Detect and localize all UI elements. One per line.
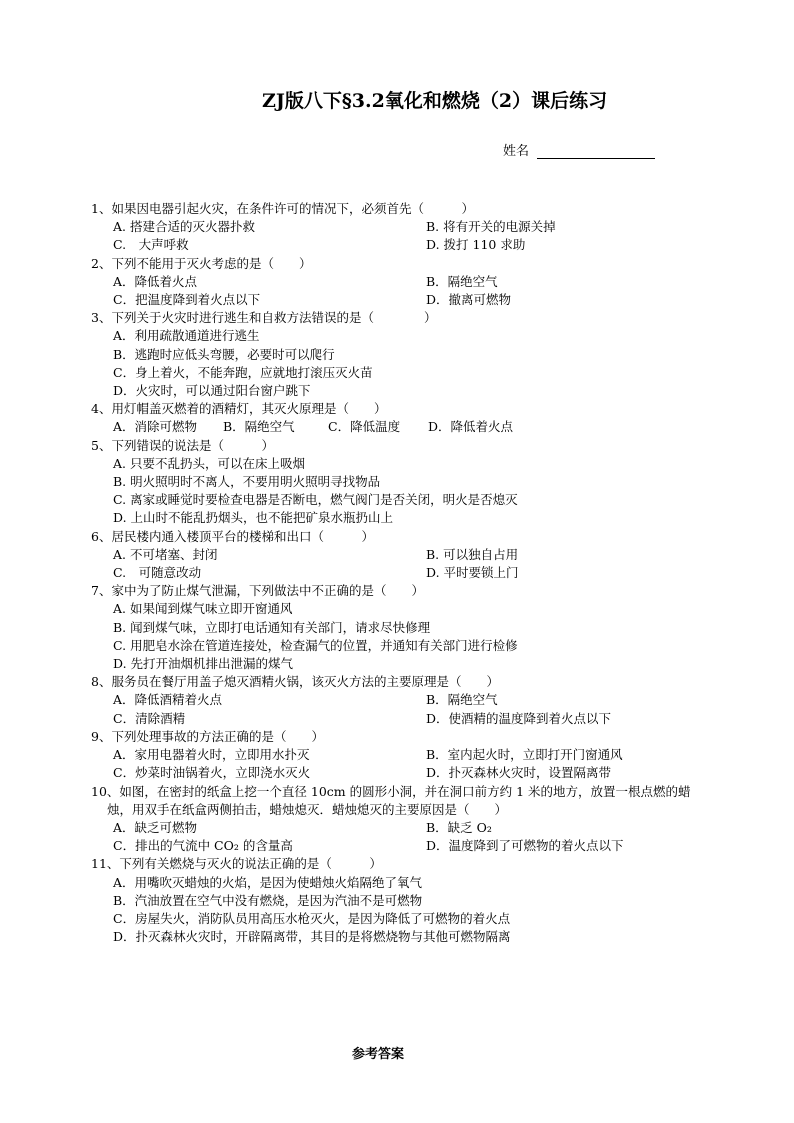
option-b: B．隔绝空气 <box>426 273 498 289</box>
option-c: C. 用肥皂水涂在管道连接处，检查漏气的位置，并通知有关部门进行检修 <box>113 637 518 653</box>
option-a: A. 不可堵塞、封闭 <box>113 546 218 562</box>
option-d: D．扑灭森林火灾时，设置隔离带 <box>426 765 612 781</box>
option-c: C．降低温度 <box>328 419 401 435</box>
option-d: D．使酒精的温度降到着火点以下 <box>426 710 612 726</box>
name-blank-line[interactable] <box>537 145 655 159</box>
option-b: B．隔绝空气 <box>223 419 295 435</box>
question-stem: 6、居民楼内通入楼顶平台的楼梯和出口（ ） <box>91 528 374 544</box>
page-title: ZJ版八下§3.2氧化和燃烧（2）课后练习 <box>262 90 608 112</box>
option-b: B．缺乏 O₂ <box>426 819 492 835</box>
option-c: C．排出的气流中 CO₂ 的含量高 <box>113 838 293 854</box>
name-field-row <box>503 140 655 159</box>
question-11 <box>91 855 711 946</box>
name-label: 姓名 <box>503 144 530 159</box>
option-a: A．缺乏可燃物 <box>113 819 198 835</box>
question-stem: 10、如图，在密封的纸盒上挖一个直径 10cm 的圆形小洞，并在洞口前方约 1 米的地方，放置一根点燃的蜡烛，用双手在纸盒两侧拍击，蜡烛熄灭．蜡烛熄灭的主要原因是（ ） <box>91 783 691 817</box>
question-8 <box>91 673 711 728</box>
option-d: D. 上山时不能乱扔烟头，也不能把矿泉水瓶扔山上 <box>113 510 394 526</box>
option-b: B. 将有开关的电源关掉 <box>426 219 556 235</box>
question-6 <box>91 528 711 583</box>
option-a: A．用嘴吹灭蜡烛的火焰，是因为使蜡烛火焰隔绝了氧气 <box>113 874 423 890</box>
option-d: D．温度降到了可燃物的着火点以下 <box>426 838 624 854</box>
option-c: C．把温度降到着火点以下 <box>113 292 261 308</box>
option-b: B．逃跑时应低头弯腰，必要时可以爬行 <box>113 346 335 362</box>
question-stem: 11、下列有关燃烧与灭火的说法正确的是（ ） <box>91 856 382 872</box>
question-stem: 4、用灯帽盖灭燃着的酒精灯，其灭火原理是（ ） <box>91 401 387 417</box>
question-stem: 2、下列不能用于灭火考虑的是（ ） <box>91 255 312 271</box>
question-list <box>91 200 711 946</box>
option-d: D. 拨打 110 求助 <box>426 237 526 253</box>
option-b: B．隔绝空气 <box>426 692 498 708</box>
question-2 <box>91 255 711 310</box>
question-stem: 3、下列关于火灾时进行逃生和自救方法错误的是（ ） <box>91 310 437 326</box>
option-c: C. 大声呼救 <box>113 237 189 253</box>
option-a: A. 只要不乱扔头，可以在床上吸烟 <box>113 455 305 471</box>
option-d: D．降低着火点 <box>428 419 514 435</box>
question-5 <box>91 437 711 528</box>
option-c: C. 可随意改动 <box>113 565 202 581</box>
option-c: C．清除酒精 <box>113 710 186 726</box>
option-c: C．身上着火，不能奔跑，应就地打滚压灭火苗 <box>113 364 373 380</box>
question-7 <box>91 582 711 673</box>
question-stem: 9、下列处理事故的方法正确的是（ ） <box>91 728 324 744</box>
question-stem: 7、家中为了防止煤气泄漏，下列做法中不正确的是（ ） <box>91 583 424 599</box>
option-a: A. 搭建合适的灭火器扑救 <box>113 219 255 235</box>
option-d: D. 先打开油烟机排出泄漏的煤气 <box>113 656 294 672</box>
option-b: B．室内起火时，立即打开门窗通风 <box>426 747 623 763</box>
option-a: A．消除可燃物 <box>113 419 198 435</box>
question-1 <box>91 200 711 255</box>
question-3 <box>91 309 711 400</box>
option-d: D．扑灭森林火灾时，开辟隔离带，其目的是将燃烧物与其他可燃物隔离 <box>113 929 511 945</box>
option-a: A．降低酒精着火点 <box>113 692 223 708</box>
option-d: D. 平时要锁上门 <box>426 565 519 581</box>
option-c: C．房屋失火，消防队员用高压水枪灭火，是因为降低了可燃物的着火点 <box>113 910 511 926</box>
option-d: D．撤离可燃物 <box>426 292 512 308</box>
question-9 <box>91 728 711 783</box>
option-b: B. 明火照明时不离人，不要用明火照明寻找物品 <box>113 474 381 490</box>
option-b: B. 闻到煤气味，立即打电话通知有关部门，请求尽快修理 <box>113 619 431 635</box>
option-a: A．家用电器着火时，立即用水扑灭 <box>113 747 310 763</box>
option-c: C. 离家或睡觉时要检查电器是否断电，燃气阀门是否关闭，明火是否熄灭 <box>113 492 518 508</box>
option-b: B．汽油放置在空气中没有燃烧，是因为汽油不是可燃物 <box>113 892 423 908</box>
question-stem: 1、如果因电器引起火灾，在条件许可的情况下，必须首先（ ） <box>91 201 474 216</box>
answer-heading: 参考答案 <box>352 1047 405 1062</box>
option-c: C．炒菜时油锅着火，立即浇水灭火 <box>113 765 311 781</box>
question-4 <box>91 400 711 436</box>
question-stem: 5、下列错误的说法是（ ） <box>91 437 274 453</box>
option-b: B. 可以独自占用 <box>426 546 519 562</box>
question-10 <box>91 783 711 856</box>
option-a: A．降低着火点 <box>113 273 198 289</box>
question-stem: 8、服务员在餐厅用盖子熄灭酒精火锅，该灭火方法的主要原理是（ ） <box>91 674 499 690</box>
option-a: A. 如果闻到煤气味立即开窗通风 <box>113 601 293 617</box>
option-a: A．利用疏散通道进行逃生 <box>113 328 260 344</box>
option-d: D．火灾时，可以通过阳台窗户跳下 <box>113 383 311 399</box>
